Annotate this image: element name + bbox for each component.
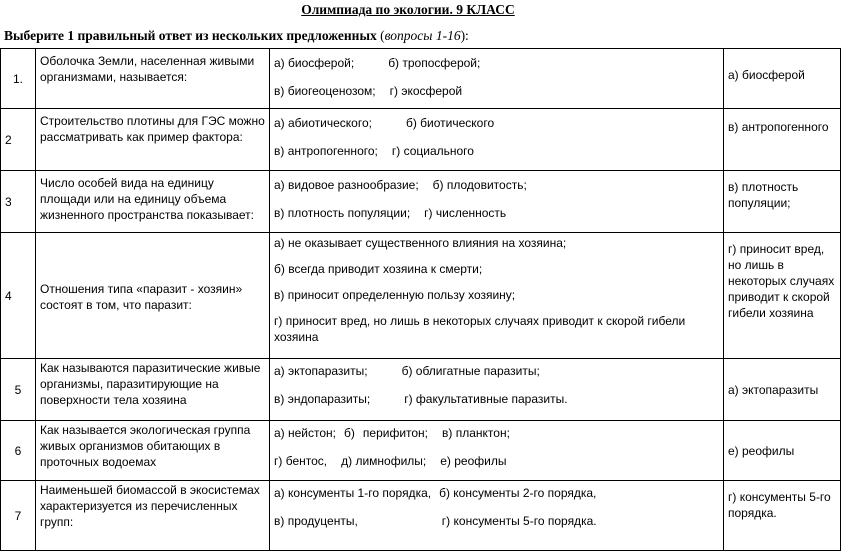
option: б) биотического [405,116,495,130]
answer-options [270,233,724,359]
question-text: Число особей вида на единицу площади или на единицу объема жизненного пространства показывает: [36,171,270,233]
option: а) консументы 1-го порядка, [274,486,432,500]
question-text: Как называются паразитические живые организмы, паразитирующие на поверхности тела хозяина [36,359,270,421]
questions-table [0,48,841,551]
instruction-paren-close: ): [460,28,469,43]
option: а) абиотического; [274,116,372,130]
correct-answer: а) эктопаразиты [724,359,841,421]
page-title: Олимпиада по экологии. 9 КЛАСС [301,2,515,17]
instruction-paren-open: ( [376,28,385,43]
option: в) продуценты, [274,514,358,528]
correct-answer: г) консументы 5-го порядка. [724,481,841,551]
option: а) биосферой; [274,56,355,70]
instruction [4,28,469,44]
question-text: Строительство плотины для ГЭС можно рассматривать как пример фактора: [36,109,270,171]
answer-options [270,359,724,421]
question-number: 5 [1,359,36,421]
option: перифитон; [362,426,429,440]
option: а) видовое разнообразие; [274,178,419,192]
answer-options [270,481,724,551]
option: в) эндопаразиты; [274,392,371,406]
question-number: 1. [1,49,36,109]
answer-options [270,49,724,109]
correct-answer: а) биосферой [724,49,841,109]
question-number: 4 [1,233,36,359]
table-row [1,233,841,359]
option: а) не оказывает существенного влияния на хозяина; [274,236,567,250]
option: в) антропогенного; [274,144,378,158]
question-number: 3 [1,171,36,233]
option: г) приносит вред, но лишь в некоторых случаях приводит к скорой гибели хозяина [274,314,686,344]
option: г) численность [424,206,507,220]
option: в) приносит определенную пользу хозяину; [274,288,516,302]
option: г) бентос, [274,454,328,468]
option: б) тропосферой; [388,56,481,70]
question-number: 7 [1,481,36,551]
instruction-bold: Выберите 1 правильный ответ из нескольких предложенных [4,28,377,43]
option: в) планктон; [442,426,510,440]
option: г) факультативные паразиты. [404,392,568,406]
option: а) эктопаразиты; [274,364,368,378]
option: б) плодовитость; [432,178,527,192]
option: б) облигатные паразиты; [401,364,540,378]
option: б) всегда приводит хозяина к смерти; [274,262,483,276]
option: г) экосферой [389,84,463,98]
table-row [1,359,841,421]
question-text: Оболочка Земли, населенная живыми организмами, называется: [36,49,270,109]
answer-options [270,109,724,171]
option: д) лимнофилы; [341,454,427,468]
question-number: 2 [1,109,36,171]
table-row [1,109,841,171]
option: в) плотность популяции; [274,206,411,220]
correct-answer: г) приносит вред, но лишь в некоторых случаях приводит к скорой гибели хозяина [724,233,841,359]
table-row [1,171,841,233]
option: е) реофилы [440,454,507,468]
option: в) биогеоценозом; [274,84,376,98]
option: г) консументы 5-го порядка. [441,514,597,528]
question-number: 6 [1,421,36,481]
correct-answer: е) реофилы [724,421,841,481]
answer-options [270,421,724,481]
correct-answer: в) плотность популяции; [724,171,841,233]
question-text: Наименьшей биомассой в экосистемах характеризуется из перечисленных групп: [36,481,270,551]
question-text: Отношения типа «паразит - хозяин» состоят в том, что паразит: [36,233,270,359]
option: б) [344,426,355,440]
answer-options [270,171,724,233]
question-text: Как называется экологическая группа живых организмов обитающих в проточных водоемах [36,421,270,481]
instruction-range: вопросы 1-16 [384,28,461,43]
table-row [1,421,841,481]
option: г) социального [391,144,474,158]
table-row [1,481,841,551]
correct-answer: в) антропогенного [724,109,841,171]
option: б) консументы 2-го порядка, [439,486,597,500]
option: а) нейстон; [274,426,337,440]
table-row [1,49,841,109]
